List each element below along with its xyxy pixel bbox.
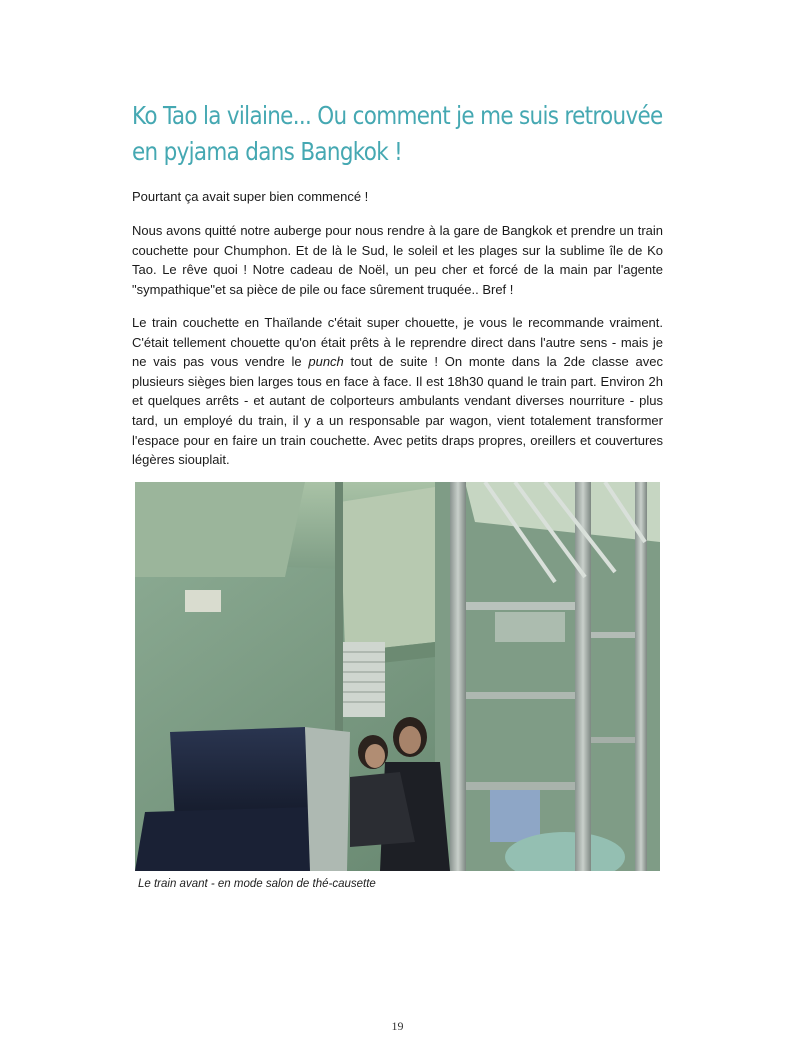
- paragraph-train-description: [132, 313, 663, 470]
- page-title: Ko Tao la vilaine... Ou comment je me suis retrouvée en pyjama dans Bangkok !: [132, 101, 663, 166]
- paragraph-text-part-b: tout de suite ! On monte dans la 2de classe avec plusieurs sièges bien larges tous en face à face. Il est 18h30 quand le train part. Environ 2h et quelques arrêts - et autant de colporteurs ambulants vendant diverses nourriture - plus tard, un employé du train, il y a un responsable par wagon, vient totalement transformer l'espace pour en faire un train couchette. Avec petits draps propres, oreillers et couvertures légères siouplait.: [132, 354, 663, 468]
- photo-caption: Le train avant - en mode salon de thé-causette: [138, 878, 376, 890]
- train-interior-illustration: [135, 482, 660, 871]
- paragraph-intro: Pourtant ça avait super bien commencé !: [132, 189, 369, 204]
- paragraph-departure: Nous avons quitté notre auberge pour nous rendre à la gare de Bangkok et prendre un train couchette pour Chumphon. Et de là le Sud, le soleil et les plages sur la sublime île de Ko Tao. Le rêve quoi ! Notre cadeau de Noël, un peu cher et forcé de la main par l'agente "sympathique"et sa pièce de pile ou face sûrement truquée.. Bref !: [132, 223, 663, 297]
- paragraph-text-part-a: Le train couchette en Thaïlande c'était super chouette, je vous le recommande vraiment. C'était tellement chouette qu'on était prêts à le reprendre direct dans l'autre sens - mais je ne vais pas vous vendre le: [132, 315, 663, 370]
- emphasis-punch: punch: [308, 354, 344, 370]
- train-interior-photo: [135, 482, 660, 871]
- page-number: 19: [391, 1019, 404, 1033]
